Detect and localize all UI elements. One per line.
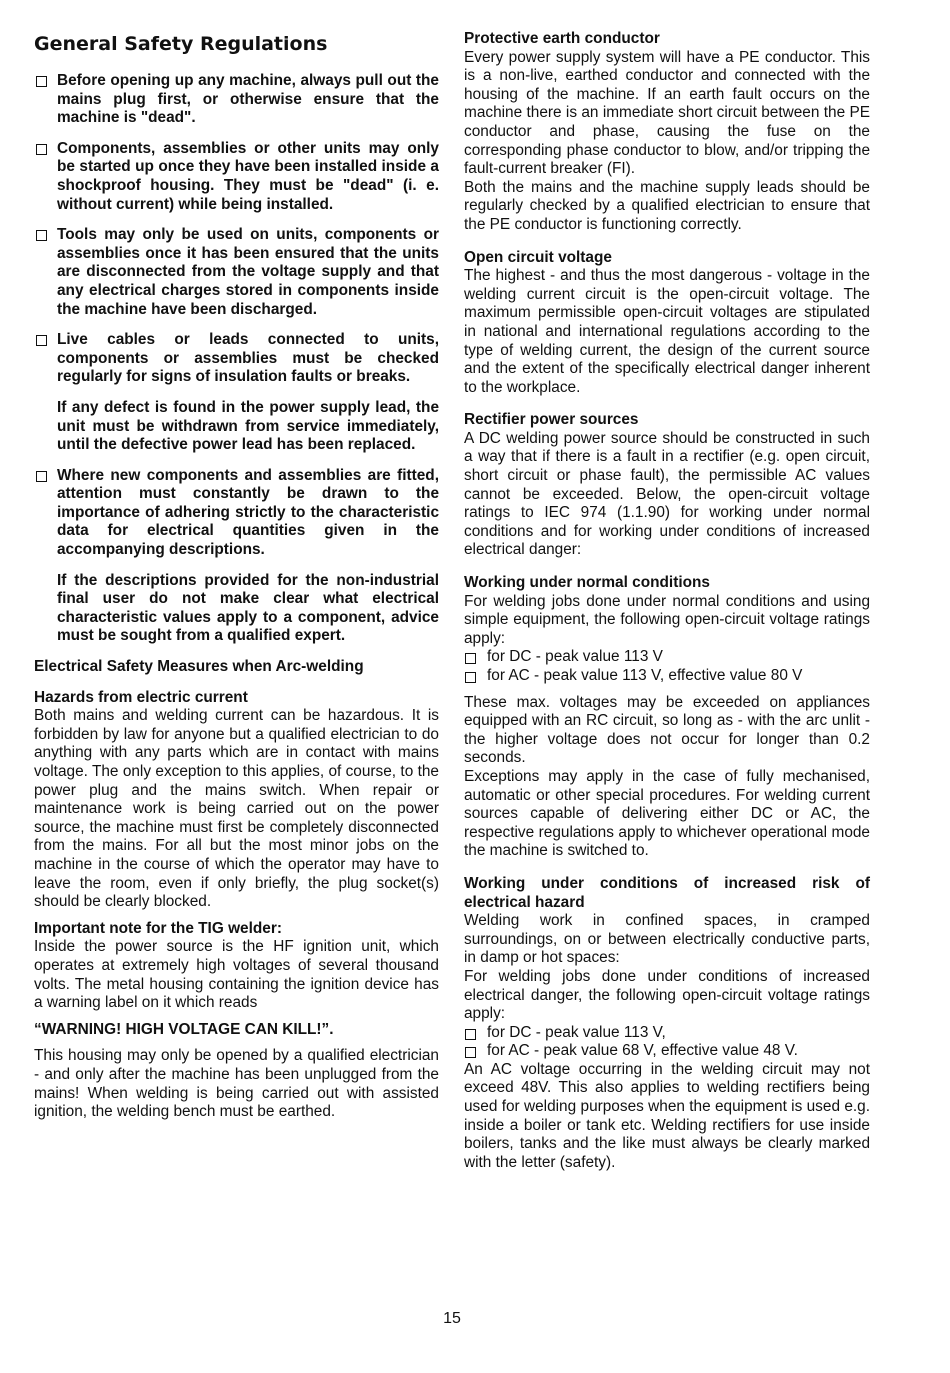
checkbox-icon [465,1029,476,1040]
rating-item: for AC - peak value 68 V, effective value 48 V. [464,1042,870,1061]
arc-welding-heading: Electrical Safety Measures when Arc-welding [34,658,364,676]
rating-item: for DC - peak value 113 V, [464,1024,870,1043]
warning-label-text: “WARNING! HIGH VOLTAGE CAN KILL!”. [34,1020,334,1038]
left-column [34,30,439,1122]
pe-heading: Protective earth conductor [464,30,660,47]
safety-bullet: Tools may only be used on units, components or assemblies once it has been ensured that the units are disconnected from the voltage supply and that any electrical charges stored in components inside the machine have been discharged. [34,226,439,319]
checkbox-icon [465,672,476,683]
normal-conditions-heading: Working under normal conditions [464,574,710,592]
rectifier-text: A DC welding power source should be constructed in such a way that if there is a fault in a rectifier (e.g. open circuit, short circuit or phase fault), the permissible AC values cannot be exceeded. Below, the open-circuit voltage ratings to IEC 974 (1.1.90) for working under normal conditions and for working under conditions of increased electrical danger: [464,429,870,559]
defect-note: If any defect is found in the power supply lead, the unit must be withdrawn from service immediately, until the defective power lead has been replaced. [57,398,439,454]
checkbox-icon [36,230,47,241]
descriptions-note: If the descriptions provided for the non-industrial final user do not make clear what electrical characteristic values apply to a component, advice must be sought from a qualified expert. [57,571,439,645]
tig-text: Inside the power source is the HF ignition unit, which operates at extremely high voltages of several thousand volts. The metal housing containing the ignition device has a warning label on it which reads [34,938,439,1012]
exceptions-text: Exceptions may apply in the case of fully mechanised, automatic or other special procedures. For welding current sources capable of delivering either DC or AC, the respective regulations apply to whichever operational mode the machine is switched to. [464,767,870,860]
page-title: General Safety Regulations [34,33,328,55]
ac-voltage-text: An AC voltage occurring in the welding circuit may not exceed 48V. This also applies to welding rectifiers being used for welding purposes when the equipment is used e.g. inside a boiler or tank etc. Welding rectifiers for use inside boilers, tanks and the like must always be clearly marked with the letter (safety). [464,1060,870,1171]
checkbox-icon [36,335,47,346]
safety-bullet: Components, assemblies or other units may only be started up once they have been installed inside a shockproof housing. They must be "dead" (i. e. without current) while being installed. [34,140,439,214]
rating-item: for AC - peak value 113 V, effective value 80 V [464,667,870,686]
pe-text: Every power supply system will have a PE conductor. This is a non-live, earthed conductor and connected with the housing of the machine. If an earth fault occurs on the machine there is an immediate short circuit between the PE conductor and phase, causing the fuse on the corresponding phase conductor to blow, and/or tripping the fault-current breaker (FI). [464,48,870,178]
hazards-heading: Hazards from electric current [34,688,248,706]
ocv-heading: Open circuit voltage [464,248,612,266]
normal-conditions-text: For welding jobs done under normal conditions and using simple equipment, the following open-circuit voltage ratings apply: [464,592,870,647]
hazards-text: Both mains and welding current can be hazardous. It is forbidden by law for anyone but a qualified electrician to do anything with any parts which are in contact with mains voltage. The only exception to this applies, of course, to the power plug and the mains switch. When repair or maintenance work is being carried out on the power source, the machine must first be completely disconnected from the mains. For all but the most minor jobs on the machine in the course of which the operator may have to leave the room, even if only briefly, the plug socket(s) should be clearly blocked. [34,707,439,911]
increased-risk-heading: Working under conditions of increased risk of electrical hazard [464,874,870,911]
safety-bullet: Live cables or leads connected to units, components or assemblies must be checked regularly for signs of insulation faults or breaks. [34,331,439,387]
checkbox-icon [465,653,476,664]
safety-bullet: Where new components and assemblies are fitted, attention must constantly be drawn to the importance of adhering strictly to the characteristic data for electrical quantities given in the accompanying descriptions. [34,467,439,560]
tig-heading: Important note for the TIG welder: [34,919,282,937]
checkbox-icon [36,471,47,482]
safety-bullet: Before opening up any machine, always pull out the mains plug first, or otherwise ensure that the machine is "dead". [34,72,439,128]
increased-risk-text: Welding work in confined spaces, in cramped surroundings, on or between electrically conductive parts, in damp or hot spaces: [464,912,870,967]
rc-circuit-text: These max. voltages may be exceeded on appliances equipped with an RC circuit, so long as - with the arc unlit - the higher voltage does not occur for longer than 0.2 seconds. [464,693,870,767]
pe-text-2: Both the mains and the machine supply leads should be regularly checked by a qualified electrician to ensure that the PE conductor is functioning correctly. [464,178,870,233]
housing-text: This housing may only be opened by a qualified electrician - and only after the machine has been unplugged from the mains! When welding is being carried out with assisted ignition, the welding bench must be earthed. [34,1047,439,1121]
rating-item: for DC - peak value 113 V [464,648,870,667]
checkbox-icon [465,1047,476,1058]
checkbox-icon [36,144,47,155]
right-column [464,30,870,1172]
page-number: 15 [443,1310,461,1327]
ocv-text: The highest - and thus the most dangerous - voltage in the welding current circuit is the open-circuit voltage. The maximum permissible open-circuit voltages are stipulated in national and international regulations according to the type of welding current, the design of the current source and the extent of the specifically electrical danger inherent to the workplace. [464,267,870,396]
rectifier-heading: Rectifier power sources [464,411,639,429]
checkbox-icon [36,76,47,87]
increased-risk-text-2: For welding jobs done under conditions of increased electrical danger, the following open-circuit voltage ratings apply: [464,967,870,1023]
